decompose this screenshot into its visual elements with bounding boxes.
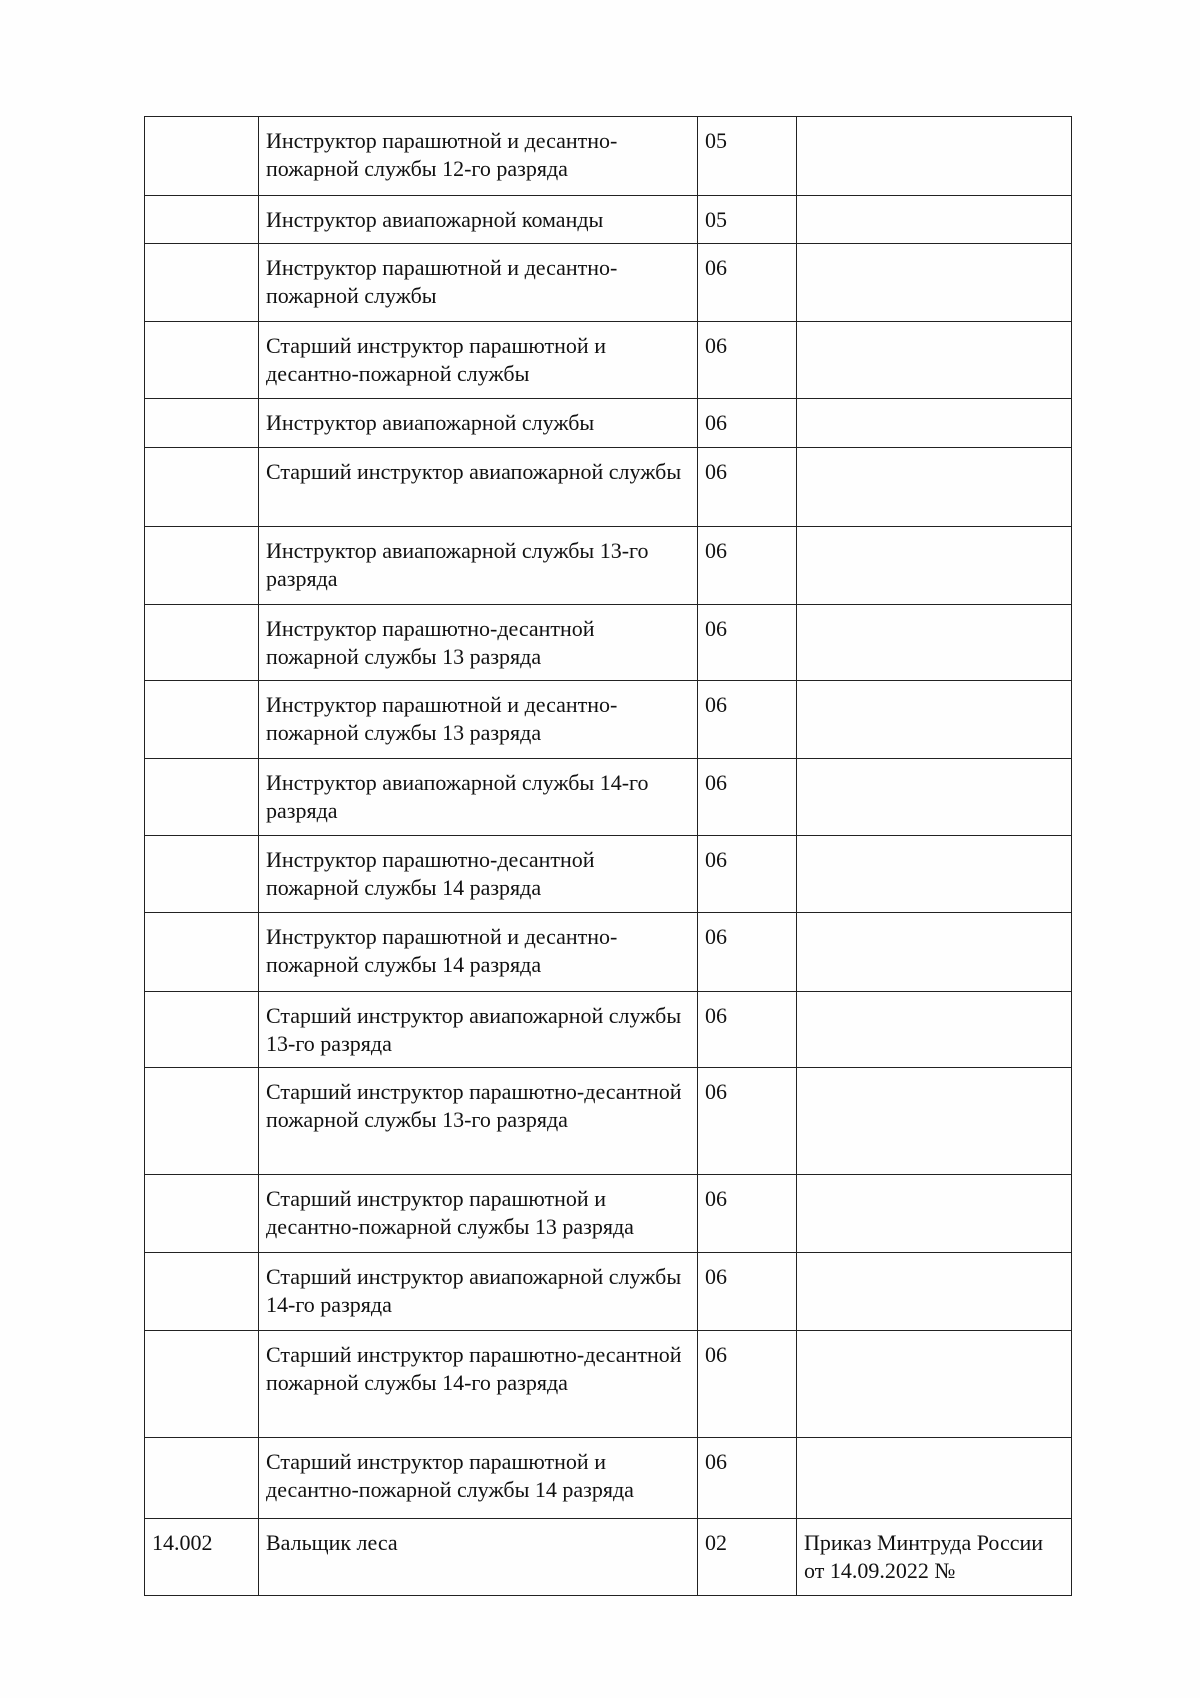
- code-cell: [145, 1331, 259, 1438]
- table-row: [145, 836, 1072, 913]
- code-cell: [145, 1253, 259, 1331]
- qualification-level-cell: 06: [698, 1068, 797, 1175]
- code-cell: [145, 448, 259, 527]
- profession-name-cell: Инструктор парашютно-десантной пожарной службы 13 разряда: [259, 605, 698, 681]
- table-row: [145, 196, 1072, 244]
- document-reference-cell: [797, 605, 1072, 681]
- profession-name-cell: Инструктор парашютной и десантно-пожарной службы 12-го разряда: [259, 117, 698, 196]
- document-reference-cell: [797, 836, 1072, 913]
- document-reference-cell: [797, 1175, 1072, 1253]
- qualification-level-cell: 06: [698, 322, 797, 399]
- code-cell: [145, 399, 259, 448]
- table-body: [145, 117, 1072, 1596]
- code-cell: [145, 196, 259, 244]
- table-row: [145, 117, 1072, 196]
- document-reference-cell: [797, 1253, 1072, 1331]
- code-cell: [145, 1068, 259, 1175]
- profession-name-cell: Инструктор парашютной и десантно-пожарной службы 13 разряда: [259, 681, 698, 759]
- profession-name-cell: Инструктор парашютной и десантно-пожарной службы: [259, 244, 698, 322]
- profession-name-cell: Старший инструктор парашютной и десантно-пожарной службы 14 разряда: [259, 1438, 698, 1519]
- document-reference-cell: [797, 117, 1072, 196]
- code-cell: [145, 244, 259, 322]
- professions-table: [144, 116, 1072, 1596]
- profession-name-cell: Старший инструктор авиапожарной службы: [259, 448, 698, 527]
- document-reference-cell: [797, 913, 1072, 992]
- code-cell: [145, 605, 259, 681]
- qualification-level-cell: 06: [698, 399, 797, 448]
- table-row: [145, 448, 1072, 527]
- document-reference-cell: [797, 399, 1072, 448]
- code-cell: [145, 527, 259, 605]
- table-row: [145, 322, 1072, 399]
- qualification-level-cell: 06: [698, 527, 797, 605]
- table-row: [145, 992, 1072, 1068]
- code-cell: [145, 992, 259, 1068]
- table-row: [145, 244, 1072, 322]
- code-cell: [145, 117, 259, 196]
- code-cell: [145, 836, 259, 913]
- profession-name-cell: Инструктор парашютно-десантной пожарной службы 14 разряда: [259, 836, 698, 913]
- document-reference-cell: Приказ Минтруда России от 14.09.2022 №: [797, 1519, 1072, 1596]
- qualification-level-cell: 06: [698, 1438, 797, 1519]
- profession-name-cell: Инструктор авиапожарной службы 13-го разряда: [259, 527, 698, 605]
- profession-name-cell: Старший инструктор авиапожарной службы 13-го разряда: [259, 992, 698, 1068]
- document-reference-cell: [797, 196, 1072, 244]
- qualification-level-cell: 06: [698, 1331, 797, 1438]
- document-reference-cell: [797, 527, 1072, 605]
- table-row: [145, 1253, 1072, 1331]
- code-cell: [145, 681, 259, 759]
- document-reference-cell: [797, 992, 1072, 1068]
- profession-name-cell: Старший инструктор парашютно-десантной пожарной службы 13-го разряда: [259, 1068, 698, 1175]
- table-row: [145, 1519, 1072, 1596]
- profession-name-cell: Инструктор парашютной и десантно-пожарной службы 14 разряда: [259, 913, 698, 992]
- table-row: [145, 913, 1072, 992]
- table-row: [145, 527, 1072, 605]
- qualification-level-cell: 05: [698, 117, 797, 196]
- document-reference-cell: [797, 244, 1072, 322]
- qualification-level-cell: 06: [698, 759, 797, 836]
- code-cell: [145, 759, 259, 836]
- document-reference-cell: [797, 1068, 1072, 1175]
- profession-name-cell: Инструктор авиапожарной команды: [259, 196, 698, 244]
- table-row: [145, 1438, 1072, 1519]
- qualification-level-cell: 06: [698, 244, 797, 322]
- table-row: [145, 1331, 1072, 1438]
- qualification-level-cell: 06: [698, 681, 797, 759]
- document-reference-cell: [797, 681, 1072, 759]
- profession-name-cell: Старший инструктор парашютной и десантно-пожарной службы: [259, 322, 698, 399]
- qualification-level-cell: 02: [698, 1519, 797, 1596]
- qualification-level-cell: 06: [698, 1175, 797, 1253]
- code-cell: [145, 322, 259, 399]
- profession-name-cell: Инструктор авиапожарной службы 14-го разряда: [259, 759, 698, 836]
- profession-name-cell: Старший инструктор парашютно-десантной пожарной службы 14-го разряда: [259, 1331, 698, 1438]
- profession-name-cell: Инструктор авиапожарной службы: [259, 399, 698, 448]
- document-reference-cell: [797, 1438, 1072, 1519]
- qualification-level-cell: 06: [698, 836, 797, 913]
- table-row: [145, 1068, 1072, 1175]
- code-cell: [145, 1175, 259, 1253]
- profession-name-cell: Старший инструктор парашютной и десантно-пожарной службы 13 разряда: [259, 1175, 698, 1253]
- code-cell: 14.002: [145, 1519, 259, 1596]
- table-row: [145, 399, 1072, 448]
- code-cell: [145, 913, 259, 992]
- document-reference-cell: [797, 322, 1072, 399]
- qualification-level-cell: 06: [698, 605, 797, 681]
- qualification-level-cell: 06: [698, 448, 797, 527]
- profession-name-cell: Старший инструктор авиапожарной службы 14-го разряда: [259, 1253, 698, 1331]
- qualification-level-cell: 05: [698, 196, 797, 244]
- table-row: [145, 759, 1072, 836]
- table-row: [145, 605, 1072, 681]
- profession-name-cell: Вальщик леса: [259, 1519, 698, 1596]
- table-row: [145, 681, 1072, 759]
- qualification-level-cell: 06: [698, 913, 797, 992]
- table-row: [145, 1175, 1072, 1253]
- document-reference-cell: [797, 1331, 1072, 1438]
- qualification-level-cell: 06: [698, 992, 797, 1068]
- qualification-level-cell: 06: [698, 1253, 797, 1331]
- code-cell: [145, 1438, 259, 1519]
- document-reference-cell: [797, 448, 1072, 527]
- document-reference-cell: [797, 759, 1072, 836]
